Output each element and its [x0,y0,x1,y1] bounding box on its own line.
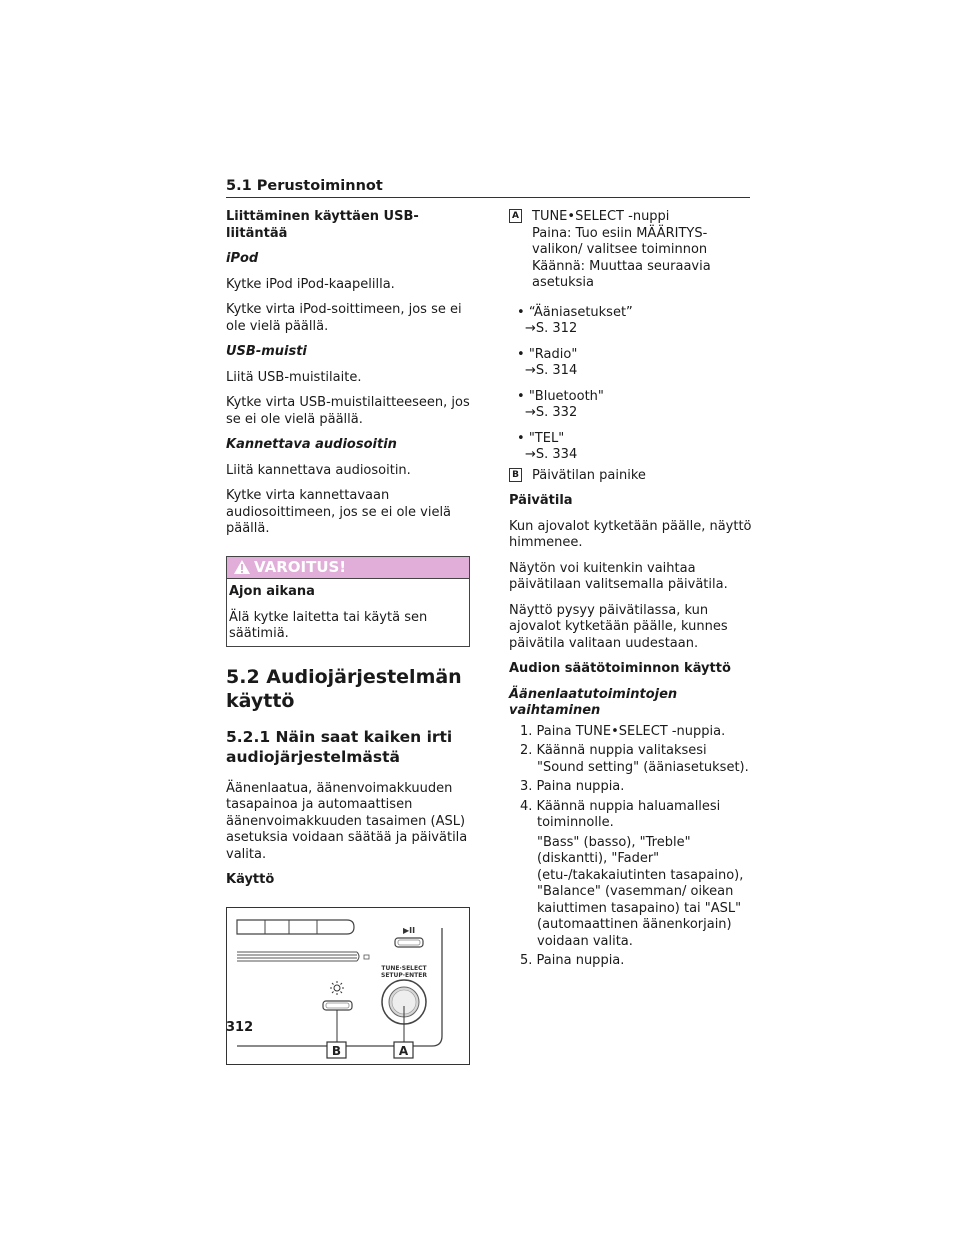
bullet-text: "TEL" [528,430,565,446]
day-mode-paragraph-1: Kun ajovalot kytketään päälle, näyttö himmenee. [509,518,752,550]
warning-box [226,556,470,647]
warning-text: Älä kytke laitetta tai käytä sen säätimiä. [229,609,428,641]
right-column [509,209,755,973]
bullet-text: "Bluetooth" [528,388,604,404]
steps-list [509,724,755,832]
label-b: B [509,468,522,482]
item-a-title: TUNE•SELECT -nuppi [532,209,670,224]
ipod-paragraph-2: Kytke virta iPod-soittimeen, jos se ei ole vielä päällä. [226,302,462,334]
page-reference: →S. 332 [525,405,578,420]
day-mode-paragraph-2: Näytön voi kuitenkin vaihtaa päivätilaan valitsemalla päivätila. [509,560,728,592]
page-number: 312 [226,1020,254,1035]
step-item: 2. Käännä nuppia valitaksesi "Sound setting" (ääniasetukset). [520,743,749,775]
bullet-text: “Ääniasetukset” [528,304,633,320]
ipod-paragraph-1: Kytke iPod iPod-kaapelilla. [226,276,395,292]
intro-paragraph: Äänenlaatua, äänenvoimakkuuden tasapainoa ja automaattisen äänenvoimakkuuden tasaimen (ASL) asetuksia voidaan säätää ja päivätila valita. [226,780,468,862]
callout-b: B [331,1043,342,1058]
section-header: 5.1 Perustoiminnot [226,178,750,198]
portable-paragraph-2: Kytke virta kannettavaan audiosoittimeen, jos se ei ole vielä päällä. [226,488,452,536]
warning-header [227,557,469,580]
step-item: 1. Paina TUNE•SELECT -nuppia. [520,723,726,739]
sound-switch-heading: Äänenlaatutoimintojen vaihtaminen [509,686,678,718]
item-a [509,209,755,301]
step-4-detail: "Bass" (basso), "Treble" (diskantti), "Fader" (etu-/takakaiutinten tasapaino), "Balance" (vasemman/ oikean kaiuttimen tasapaino) tai "ASL" (automaattinen äänenkorjain) voidaan valita. [537,834,744,949]
knob-label-line-2: SETUP·ENTER [381,971,427,979]
portable-heading: Kannettava audiosoitin [226,437,397,452]
bullet-text: "Radio" [528,346,578,362]
step-item: 4. Käännä nuppia haluamallesi toiminnolle. [520,798,721,830]
play-pause-icon: ▶II [402,925,416,935]
usb-memory-paragraph-1: Liitä USB-muistilaite. [226,369,362,385]
item-a-press: Paina: Tuo esiin MÄÄRITYS-valikon/ valitsee toiminnon [532,225,708,257]
page-reference: →S. 314 [525,363,578,378]
step-item: 3. Paina nuppia. [520,779,625,794]
subchapter-title: 5.2.1 Näin saat kaiken irti audiojärjestelmästä [226,727,453,766]
bullet-item: • "Bluetooth" →S. 332 [517,389,755,422]
usage-heading: Käyttö [226,872,275,887]
audio-panel-illustration [227,908,470,1064]
usb-memory-heading: USB-muisti [226,344,307,359]
item-b-title: Päivätilan painike [532,467,646,483]
portable-paragraph-1: Liitä kannettava audiosoitin. [226,462,411,478]
warning-triangle-icon [233,559,251,575]
callout-a: A [398,1043,409,1058]
steps-list-continued [509,953,755,970]
usb-memory-paragraph-2: Kytke virta USB-muistilaitteeseen, jos se ei ole vielä päällä. [226,395,470,427]
warning-subtitle: Ajon aikana [229,584,315,599]
bullet-item: • “Ääniasetukset” →S. 312 [517,305,755,338]
ipod-heading: iPod [226,251,259,266]
audio-control-heading: Audion säätötoiminnon käyttö [509,661,731,676]
warning-body [227,579,469,646]
knob-label-line-1: TUNE·SELECT [381,964,427,972]
item-a-turn: Käännä: Muuttaa seuraavia asetuksia [532,258,711,290]
usb-heading: Liittäminen käyttäen USB-liitäntää [226,209,419,241]
day-mode-heading: Päivätila [509,493,573,508]
label-a: A [509,209,522,223]
page-reference: →S. 312 [525,321,578,336]
bullet-item: • "TEL" →S. 334 [517,431,755,464]
step-item: 5. Paina nuppia. [520,953,625,968]
chapter-title: 5.2 Audiojärjestelmän käyttö [226,665,462,712]
audio-panel-figure [226,907,470,1065]
day-mode-paragraph-3: Näyttö pysyy päivätilassa, kun ajovalot kytketään päälle, kunnes päivätila valitaan uudestaan. [509,602,728,651]
warning-title: VAROITUS! [254,557,347,576]
item-b [509,468,755,485]
sun-icon [330,981,344,995]
bullet-item: • "Radio" →S. 314 [517,347,755,380]
left-column [226,209,470,1065]
page-reference: →S. 334 [525,447,578,462]
